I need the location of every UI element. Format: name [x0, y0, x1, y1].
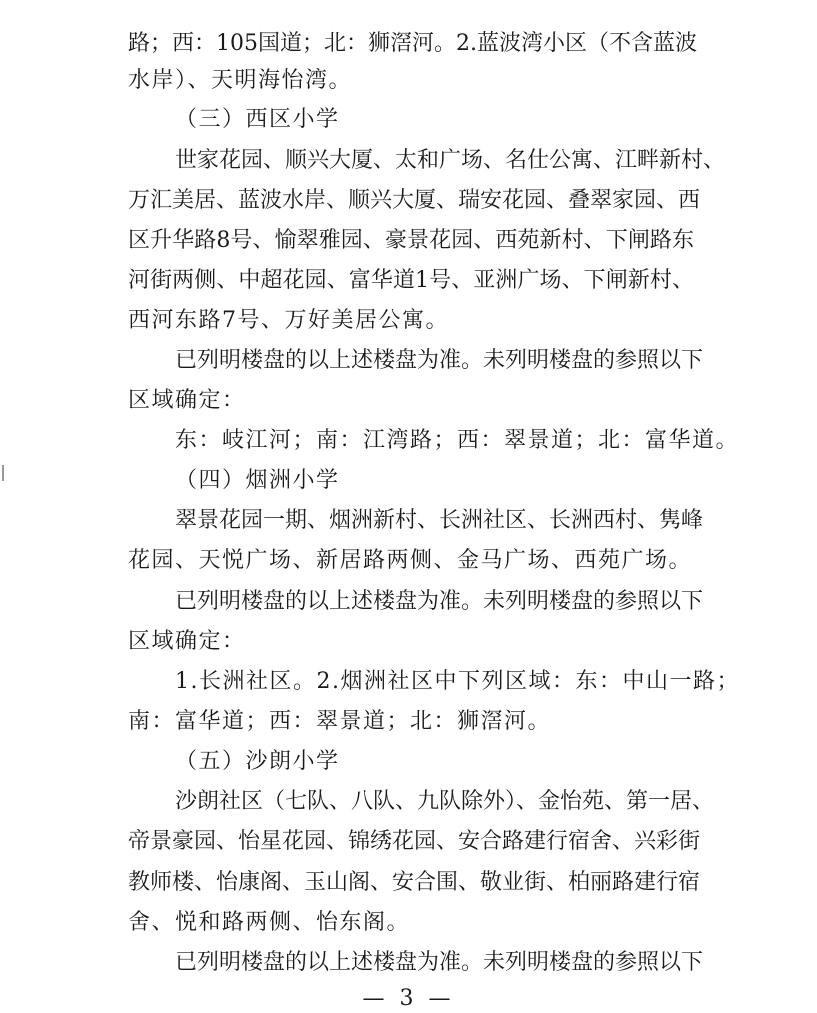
scan-edge-mark [2, 465, 4, 481]
text-line: 路；西：105国道；北：狮滘河。2.蓝波湾小区（不含蓝波 [128, 31, 697, 56]
text-line: 世家花园、顺兴大厦、太和广场、名仕公寓、江畔新村、 [175, 148, 726, 173]
text-line: 帝景豪园、怡星花园、锦绣花园、安合路建行宿舍、兴彩街 [128, 829, 701, 854]
text-line: 已列明楼盘的以上述楼盘为准。未列明楼盘的参照以下 [175, 589, 704, 614]
text-line: 教师楼、怡康阁、玉山阁、安合围、敬业街、柏丽路建行宿 [128, 870, 701, 895]
page-number: — 3 — [362, 986, 455, 1011]
text-line: 区升华路8号、愉翠雅园、豪景花园、西苑新村、下闸路东 [128, 228, 694, 253]
text-line: 沙朗社区（七队、八队、九队除外）、金怡苑、第一居、 [175, 789, 715, 814]
text-line: 南：富华道；西：翠景道；北：狮滘河。 [128, 709, 552, 734]
text-line: 已列明楼盘的以上述楼盘为准。未列明楼盘的参照以下 [175, 348, 704, 373]
section-heading-xiqu: （三）西区小学 [175, 107, 340, 132]
text-line: 翠景花园一期、烟洲新村、长洲社区、长洲西村、隽峰 [175, 508, 704, 533]
text-line: 1.长洲社区。2.烟洲社区中下列区域：东：中山一路； [175, 669, 740, 694]
text-line: 区域确定： [128, 388, 246, 413]
text-line: 东：岐江河；南：江湾路；西：翠景道；北：富华道。 [175, 428, 740, 453]
text-line: 西河东路7号、万好美居公寓。 [128, 308, 449, 333]
section-heading-yanzhou: （四）烟洲小学 [175, 468, 340, 493]
text-line: 万汇美居、蓝波水岸、顺兴大厦、瑞安花园、叠翠家园、西 [128, 188, 701, 213]
text-line: 已列明楼盘的以上述楼盘为准。未列明楼盘的参照以下 [175, 950, 704, 975]
text-line: 舍、悦和路两侧、怡东阁。 [128, 910, 411, 935]
text-line: 水岸）、天明海怡湾。 [128, 68, 353, 93]
text-line: 花园、天悦广场、新居路两侧、金马广场、西苑广场。 [128, 548, 693, 573]
text-line: 区域确定： [128, 629, 246, 654]
section-heading-shalang: （五）沙朗小学 [175, 749, 340, 774]
text-line: 河街两侧、中超花园、富华道1号、亚洲广场、下闸新村、 [128, 268, 694, 293]
